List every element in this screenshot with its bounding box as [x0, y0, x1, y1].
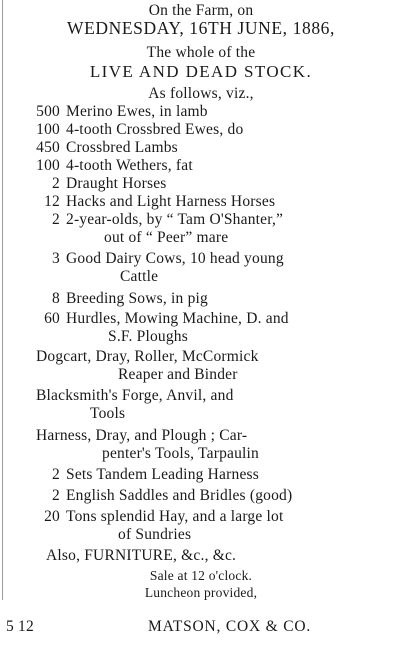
item-description: Hacks and Light Harness Horses	[66, 193, 276, 210]
item-continuation: out of “ Peer” mare	[104, 229, 229, 246]
item-description: Sets Tandem Leading Harness	[66, 466, 259, 483]
list-item	[0, 466, 402, 484]
item-continuation: Tools	[90, 405, 126, 422]
misc-item: Blacksmith's Forge, Anvil, and	[36, 387, 234, 404]
list-item	[0, 121, 402, 139]
item-quantity: 3	[52, 250, 60, 267]
item-description: Tons splendid Hay, and a large lot	[66, 508, 284, 525]
sale-date: WEDNESDAY, 16TH JUNE, 1886,	[66, 18, 335, 38]
item-quantity: 2	[52, 466, 60, 483]
item-description: Draught Horses	[66, 175, 167, 192]
item-quantity: 100	[36, 121, 60, 138]
item-description: Breeding Sows, in pig	[66, 290, 208, 307]
item-quantity: 2	[52, 487, 60, 504]
whole-of-line: The whole of the	[146, 44, 256, 61]
sale-time: Sale at 12 o'clock.	[149, 568, 253, 583]
list-item	[0, 157, 402, 175]
item-description: Crossbred Lambs	[66, 139, 178, 156]
as-follows-line: As follows, viz.,	[148, 85, 254, 102]
item-quantity: 12	[44, 193, 60, 210]
list-item	[0, 508, 402, 526]
item-description: 2-year-olds, by “ Tam O'Shanter,”	[66, 211, 284, 228]
item-description: Good Dairy Cows, 10 head young	[66, 250, 284, 267]
intro-line: On the Farm, on	[148, 2, 254, 19]
misc-item: Dogcart, Dray, Roller, McCormick	[36, 348, 259, 365]
item-description: Merino Ewes, in lamb	[66, 103, 208, 120]
item-continuation: Reaper and Binder	[118, 366, 238, 383]
luncheon-note: Luncheon provided,	[144, 585, 258, 600]
item-description: English Saddles and Bridles (good)	[66, 487, 293, 504]
item-description: 4-tooth Crossbred Ewes, do	[66, 121, 244, 138]
item-quantity: 8	[52, 290, 60, 307]
reference-number: 5 12	[6, 618, 34, 635]
item-continuation: of Sundries	[118, 526, 192, 543]
item-quantity: 2	[52, 211, 60, 228]
list-item	[0, 211, 402, 229]
list-item	[0, 139, 402, 157]
list-item	[0, 193, 402, 211]
item-quantity: 450	[36, 139, 60, 156]
furniture-line: Also, FURNITURE, &c., &c.	[46, 547, 237, 564]
list-item	[0, 487, 402, 505]
list-item	[0, 250, 402, 268]
list-item	[0, 103, 402, 121]
item-continuation: penter's Tools, Tarpaulin	[102, 445, 260, 462]
item-quantity: 20	[44, 508, 60, 525]
misc-item: Harness, Dray, and Plough ; Car-	[36, 427, 248, 444]
auctioneer-name: MATSON, COX & CO.	[148, 618, 312, 635]
item-continuation: S.F. Ploughs	[108, 328, 188, 345]
item-quantity: 100	[36, 157, 60, 174]
item-description: Hurdles, Mowing Machine, D. and	[66, 310, 289, 327]
item-quantity: 60	[44, 310, 60, 327]
stock-heading: LIVE AND DEAD STOCK.	[89, 62, 313, 81]
list-item	[0, 310, 402, 328]
list-item	[0, 175, 402, 193]
item-quantity: 500	[36, 103, 60, 120]
list-item	[0, 290, 402, 308]
item-description: 4-tooth Wethers, fat	[66, 157, 193, 174]
item-quantity: 2	[52, 175, 60, 192]
item-continuation: Cattle	[120, 268, 159, 285]
